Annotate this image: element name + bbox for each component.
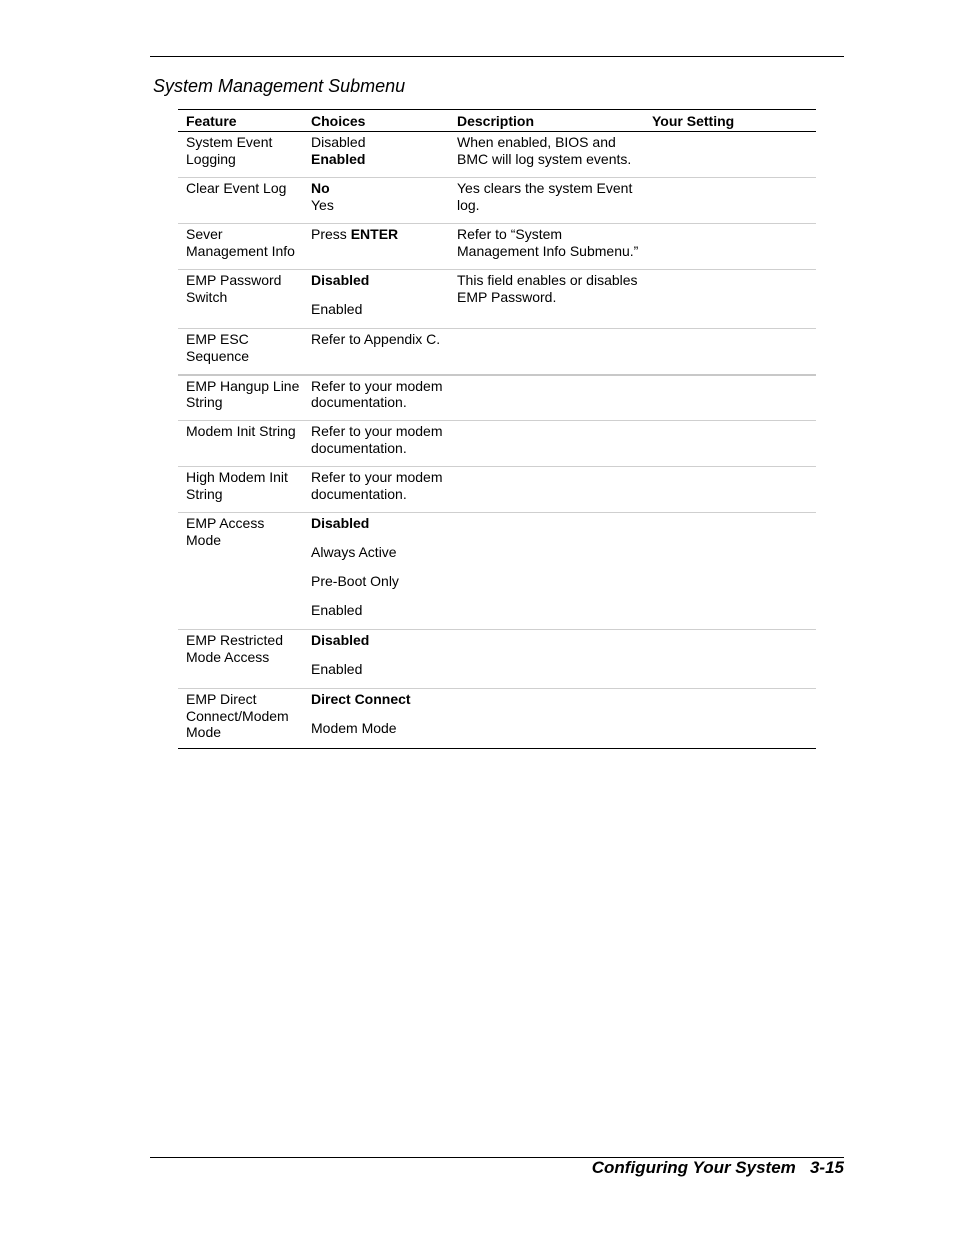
cell-your-setting xyxy=(644,329,816,375)
cell-feature: Sever Management Info xyxy=(186,226,295,259)
choice-option: Enabled xyxy=(311,661,363,677)
choice-option: Enabled xyxy=(311,301,363,317)
cell-feature: EMP Restricted Mode Access xyxy=(186,632,283,665)
cell-feature: Clear Event Log xyxy=(186,180,287,196)
choice-option: Disabled xyxy=(311,272,370,288)
choice-option: Modem Mode xyxy=(311,720,397,736)
cell-choices xyxy=(303,375,449,421)
header-choices: Choices xyxy=(311,113,366,129)
table-row xyxy=(178,329,816,375)
cell-choices xyxy=(303,513,449,630)
cell-description xyxy=(449,375,644,421)
cell-feature: EMP Hangup Line String xyxy=(186,377,300,410)
cell-feature: EMP ESC Sequence xyxy=(186,331,250,364)
section-title: System Management Submenu xyxy=(153,76,406,96)
table-row xyxy=(178,178,816,224)
cell-feature: EMP Access Mode xyxy=(186,515,265,548)
system-management-table xyxy=(178,109,816,749)
page-footer xyxy=(592,1158,844,1178)
table-row xyxy=(178,421,816,467)
cell-choices xyxy=(303,630,449,689)
choice-option: No xyxy=(311,180,330,196)
table-header-row xyxy=(178,110,816,132)
cell-description xyxy=(449,513,644,630)
choice-option: Refer to your modem documentation. xyxy=(311,469,443,502)
cell-choices xyxy=(303,224,449,270)
cell-description xyxy=(449,467,644,513)
cell-choices xyxy=(303,132,449,178)
cell-description: Refer to “System Management Info Submenu.” xyxy=(457,226,639,259)
cell-your-setting xyxy=(644,375,816,421)
choice-option: Pre-Boot Only xyxy=(311,573,399,589)
cell-feature: High Modem Init String xyxy=(186,469,288,502)
choice-option: Refer to your modem documentation. xyxy=(311,377,443,410)
choice-option: Enabled xyxy=(311,150,366,167)
cell-feature: EMP Direct Connect/Modem Mode xyxy=(186,691,289,740)
cell-choices xyxy=(303,467,449,513)
footer-page-number: 3-15 xyxy=(809,1158,844,1177)
cell-your-setting xyxy=(644,630,816,689)
cell-choices xyxy=(303,421,449,467)
cell-description xyxy=(449,421,644,467)
header-description: Description xyxy=(457,113,535,129)
choice-option: Refer to your modem documentation. xyxy=(311,423,443,456)
cell-feature: Modem Init String xyxy=(186,423,296,439)
table-row xyxy=(178,689,816,749)
cell-your-setting xyxy=(644,467,816,513)
header-your-setting: Your Setting xyxy=(652,113,735,129)
cell-your-setting xyxy=(644,421,816,467)
cell-your-setting xyxy=(644,178,816,224)
footer-chapter: Configuring Your System xyxy=(591,1158,796,1177)
header-rule xyxy=(150,56,844,57)
choice-option: Always Active xyxy=(311,544,397,560)
cell-your-setting xyxy=(644,224,816,270)
cell-your-setting xyxy=(644,689,816,749)
cell-description xyxy=(449,689,644,749)
cell-description: When enabled, BIOS and BMC will log system events. xyxy=(457,134,632,167)
choice-option: Disabled xyxy=(311,632,370,648)
table-row xyxy=(178,224,816,270)
table-row xyxy=(178,630,816,689)
choice-option: Enabled xyxy=(311,602,363,618)
table-row xyxy=(178,132,816,178)
choice-option: Refer to Appendix C. xyxy=(311,331,441,347)
cell-your-setting xyxy=(644,513,816,630)
cell-your-setting xyxy=(644,270,816,329)
table-body xyxy=(178,132,816,749)
cell-description xyxy=(449,630,644,689)
table-row xyxy=(178,270,816,329)
table-row xyxy=(178,467,816,513)
cell-feature: EMP Password Switch xyxy=(186,272,282,305)
choice-option: Disabled xyxy=(311,134,366,150)
cell-choices xyxy=(303,329,449,375)
cell-description xyxy=(449,329,644,375)
table-row xyxy=(178,513,816,630)
cell-description: This field enables or disables EMP Password. xyxy=(457,272,638,305)
header-feature: Feature xyxy=(186,113,237,129)
choice-prefix: Press xyxy=(311,226,351,242)
choice-key: ENTER xyxy=(350,226,399,242)
cell-description: Yes clears the system Event log. xyxy=(457,180,633,213)
cell-feature: System Event Logging xyxy=(186,134,273,167)
cell-your-setting xyxy=(644,132,816,178)
choice-option: Yes xyxy=(311,196,334,213)
choice-option: Direct Connect xyxy=(311,691,411,707)
cell-choices xyxy=(303,178,449,224)
cell-choices xyxy=(303,270,449,329)
cell-choices xyxy=(303,689,449,749)
table-row xyxy=(178,375,816,421)
choice-option: Disabled xyxy=(311,515,370,531)
